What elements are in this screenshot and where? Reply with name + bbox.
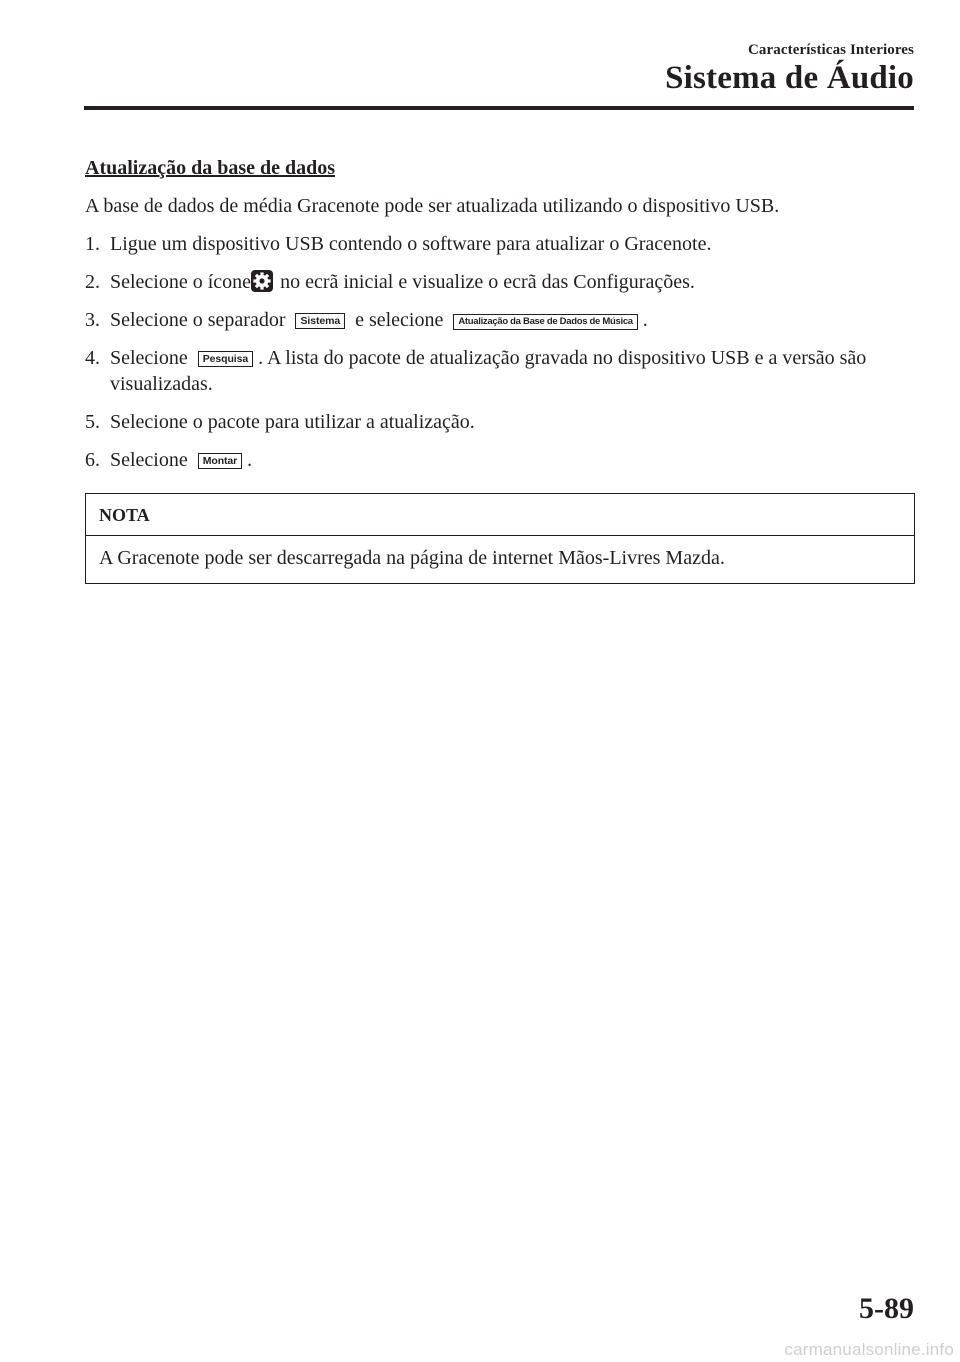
step-number: 5. xyxy=(85,411,100,433)
step-number: 3. xyxy=(85,309,100,331)
montar-button: Montar xyxy=(198,453,242,469)
step-number: 1. xyxy=(85,233,100,255)
step-text-after: . A lista do pacote de atualização gravada no dispositivo USB e a versão são visualizadas. xyxy=(110,347,867,395)
music-database-update-button: Atualização da Base de Dados de Música xyxy=(453,314,637,330)
step-6 xyxy=(85,447,915,473)
main-content xyxy=(85,155,915,584)
step-text xyxy=(110,447,915,473)
step-3 xyxy=(85,307,915,333)
step-text-middle: e selecione xyxy=(350,309,449,331)
sistema-button: Sistema xyxy=(295,313,345,329)
step-4 xyxy=(85,345,915,397)
header-subtitle: Características Interiores xyxy=(747,42,914,58)
gear-icon xyxy=(251,270,273,292)
pesquisa-button: Pesquisa xyxy=(198,351,253,367)
step-1 xyxy=(85,231,915,257)
step-text-after: no ecrã inicial e visualize o ecrã das Configurações. xyxy=(275,271,695,293)
step-text xyxy=(110,269,915,295)
step-text xyxy=(110,345,915,397)
step-text-after: . xyxy=(642,309,648,331)
note-box xyxy=(85,493,915,584)
step-text-before: Selecione o ícone xyxy=(110,271,252,293)
steps-list xyxy=(85,231,915,473)
step-5 xyxy=(85,409,915,435)
step-text-before: Selecione xyxy=(110,449,193,471)
note-heading: NOTA xyxy=(86,494,914,536)
intro-paragraph: A base de dados de média Gracenote pode ser atualizada utilizando o dispositivo USB. xyxy=(85,195,780,217)
step-text-after: . xyxy=(247,449,253,471)
step-text-before: Selecione xyxy=(110,347,193,369)
step-text: Selecione o pacote para utilizar a atualização. xyxy=(110,411,475,433)
step-number: 4. xyxy=(85,347,100,369)
step-text xyxy=(110,307,915,333)
step-number: 6. xyxy=(85,449,100,471)
step-number: 2. xyxy=(85,271,100,293)
step-text-before: Selecione o separador xyxy=(110,309,291,331)
header-title: Sistema de Áudio xyxy=(665,60,914,96)
section-title: Atualização da base de dados xyxy=(85,157,336,179)
note-body: A Gracenote pode ser descarregada na página de internet Mãos-Livres Mazda. xyxy=(99,547,725,569)
header-rule xyxy=(84,106,914,110)
step-text: Ligue um dispositivo USB contendo o software para atualizar o Gracenote. xyxy=(110,233,712,255)
page-number: 5-89 xyxy=(859,1292,914,1325)
watermark: carmanualsonline.info xyxy=(784,1340,954,1359)
step-2 xyxy=(85,269,915,295)
